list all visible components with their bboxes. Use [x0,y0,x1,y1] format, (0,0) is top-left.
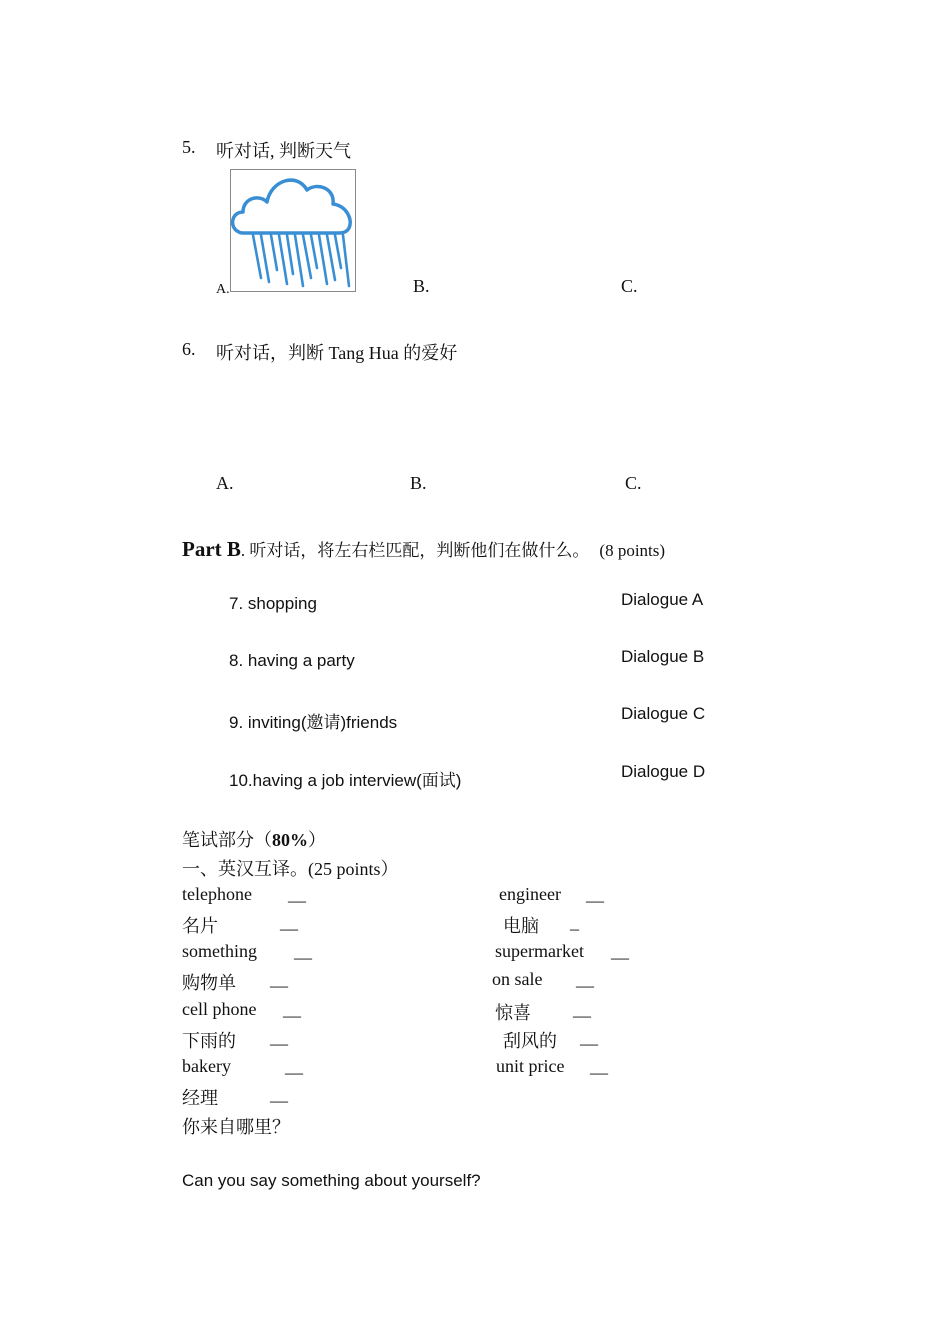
term-right: engineer [499,884,561,904]
q6-option-b: B. [410,473,427,493]
answer-blank: __ [285,1056,303,1076]
part-b-title: Part B [182,537,241,561]
rain-cloud-icon [230,169,356,292]
written-heading-pre: 笔试部分（ [182,830,272,850]
answer-blank: __ [611,941,629,961]
part-b-points: (8 points) [599,541,666,560]
term-left: 名片 [182,916,218,936]
term-left: telephone [182,884,252,904]
answer-blank: __ [294,941,312,961]
q5-prompt: 听对话, 判断天气 [216,141,351,161]
answer-blank: __ [270,969,288,989]
matching-left-item: 10.having a job interview(面试) [229,771,462,790]
written-heading-pct: 80% [272,830,308,850]
answer-blank: _ [570,912,579,932]
term-left: bakery [182,1056,231,1076]
answer-blank: __ [288,884,306,904]
term-right: 电脑 [503,916,539,936]
sentence-cn: 你来自哪里？ [182,1117,290,1137]
rain-cloud-svg [231,170,355,291]
q6-prompt: 听对话，判断 Tang Hua 的爱好 [216,343,458,363]
matching-left-item: 7. shopping [229,594,317,613]
answer-blank: __ [270,1084,288,1104]
answer-blank: __ [573,999,591,1019]
term-left: 经理 [182,1088,218,1108]
section1-title: 一、英汉互译。(25 points） [182,859,399,879]
q5-option-c: C. [621,276,638,296]
answer-blank: __ [283,999,301,1019]
term-right: 惊喜 [495,1003,531,1023]
q5-option-a: A. [216,282,230,297]
matching-left-item: 9. inviting(邀请)friends [229,713,398,732]
q5-number: 5. [182,137,196,157]
sentence-en: Can you say something about yourself? [182,1171,481,1190]
term-left: cell phone [182,999,257,1019]
q5-option-b: B. [413,276,430,296]
term-right: on sale [492,969,543,989]
term-right: unit price [496,1056,565,1076]
written-heading [182,826,326,852]
matching-right-item: Dialogue A [621,590,704,609]
part-b-instruction: . 听对话，将左右栏匹配，判断他们在做什么。 [240,541,590,560]
term-right: supermarket [495,941,584,961]
term-left: 下雨的 [182,1031,236,1051]
q6-number: 6. [182,339,196,359]
matching-right-item: Dialogue C [621,704,706,723]
answer-blank: __ [590,1056,608,1076]
answer-blank: __ [586,884,604,904]
matching-right-item: Dialogue D [621,762,706,781]
term-left: 购物单 [182,973,236,993]
q6-option-c: C. [625,473,642,493]
answer-blank: __ [280,912,298,932]
written-heading-post: ） [308,830,326,850]
q6-option-a: A. [216,473,234,493]
answer-blank: __ [270,1027,288,1047]
answer-blank: __ [580,1027,598,1047]
part-b-header [182,536,665,562]
answer-blank: __ [576,969,594,989]
matching-left-item: 8. having a party [229,651,355,670]
term-left: something [182,941,257,961]
term-right: 刮风的 [503,1031,557,1051]
matching-right-item: Dialogue B [621,647,705,666]
